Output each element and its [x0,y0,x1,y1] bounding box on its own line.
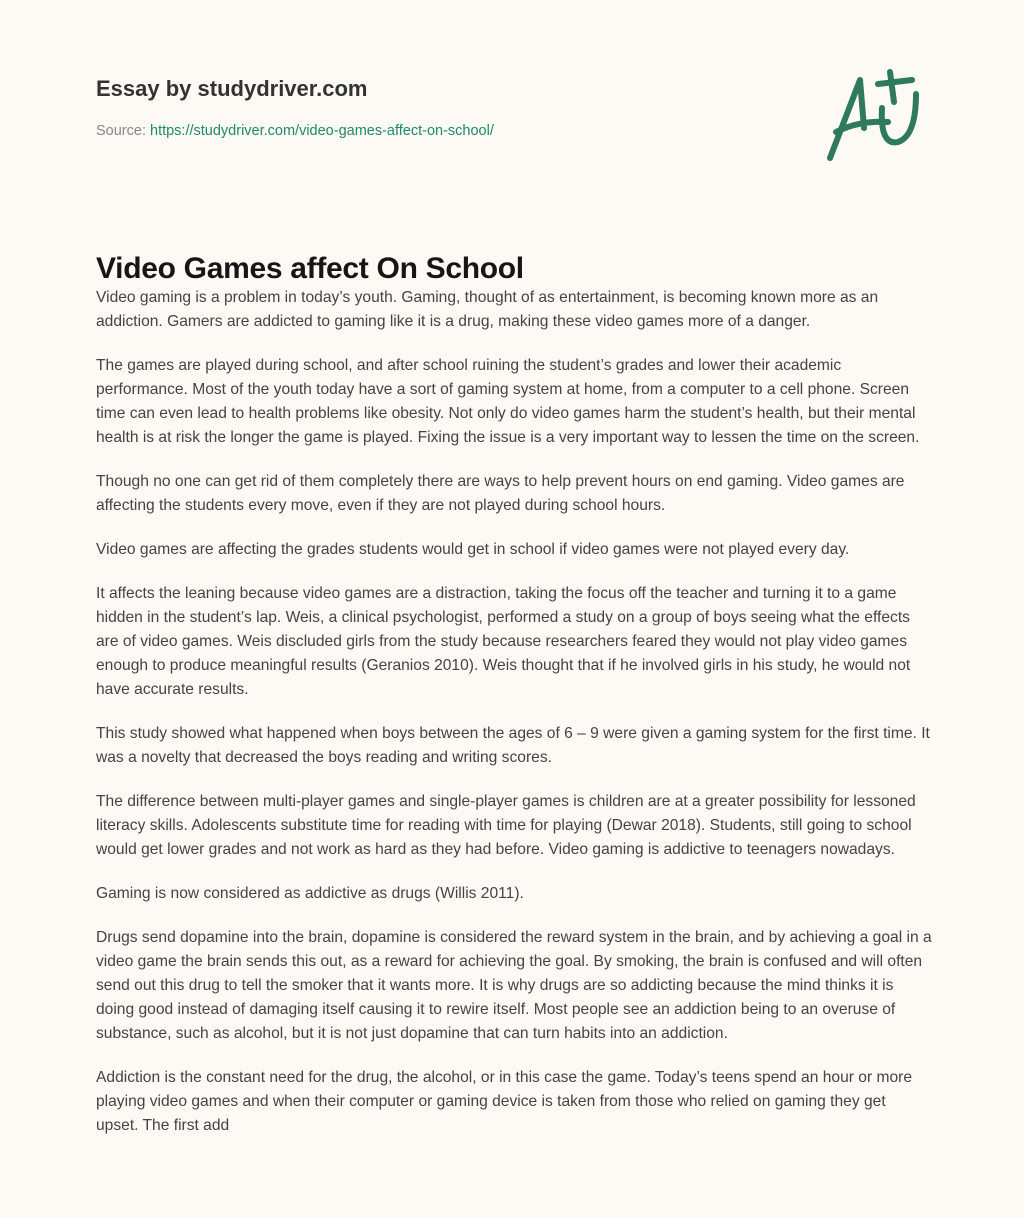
paragraph: Addiction is the constant need for the drug, the alcohol, or in this case the game. Today’s teens spend an hour or more playing video games and when their computer or gaming device is taken from those who relied on gaming they get upset. The first add [96,1069,912,1134]
site-brand: Essay by studydriver.com [96,76,368,101]
source-label: Source: [96,123,150,139]
source-link[interactable]: https://studydriver.com/video-games-affect-on-school/ [150,123,494,139]
source-line [96,123,494,139]
paragraph: The games are played during school, and after school ruining the student’s grades and lower their academic performance. Most of the youth today have a sort of gaming system at home, from a computer to a cell phone. Screen time can even lead to health problems like obesity. Not only do video games harm the student’s health, but their mental health is at risk the longer the game is played. Fixing the issue is a very important way to lessen the time on the screen. [96,357,920,446]
a-plus-logo-icon [820,66,930,166]
paragraph: Drugs send dopamine into the brain, dopamine is considered the reward system in the brain, and by achieving a goal in a video game the brain sends this out, as a reward for achieving the goal. By smoking, the brain is confused and will often send out this drug to tell the smoker that it wants more. It is why drugs are so addicting because the mind thinks it is doing good instead of damaging itself causing it to rewire itself. Most people see an addiction being to an overuse of substance, such as alcohol, but it is not just dopamine that can turn habits into an addiction. [96,929,932,1042]
paragraph: Video gaming is a problem in today’s youth. Gaming, thought of as entertainment, is becoming known more as an addiction. Gamers are addicted to gaming like it is a drug, making these video games more of a danger. [96,289,879,330]
essay-body [96,286,932,1158]
paragraph: Video games are affecting the grades students would get in school if video games were not played every day. [96,541,850,558]
paragraph: The difference between multi-player games and single-player games is children are at a greater possibility for lessoned literacy skills. Adolescents substitute time for reading with time for playing (Dewar 2018). Students, still going to school would get lower grades and not work as hard as they had before. Video gaming is addictive to teenagers nowadays. [96,793,916,858]
paragraph: Though no one can get rid of them completely there are ways to help prevent hours on end gaming. Video games are affecting the students every move, even if they are not played during school hours. [96,473,905,514]
page-title: Video Games affect On School [96,252,524,285]
paragraph: It affects the leaning because video games are a distraction, taking the focus off the teacher and turning it to a game hidden in the student’s lap. Weis, a clinical psychologist, performed a study on a group of boys seeing what the effects are of video games. Weis discluded girls from the study because researchers feared they would not play video games enough to produce meaningful results (Geranios 2010). Weis thought that if he involved girls in his study, he would not have accurate results. [96,585,911,698]
paragraph: This study showed what happened when boys between the ages of 6 – 9 were given a gaming system for the first time. It was a novelty that decreased the boys reading and writing scores. [96,725,930,766]
paragraph: Gaming is now considered as addictive as drugs (Willis 2011). [96,885,524,902]
